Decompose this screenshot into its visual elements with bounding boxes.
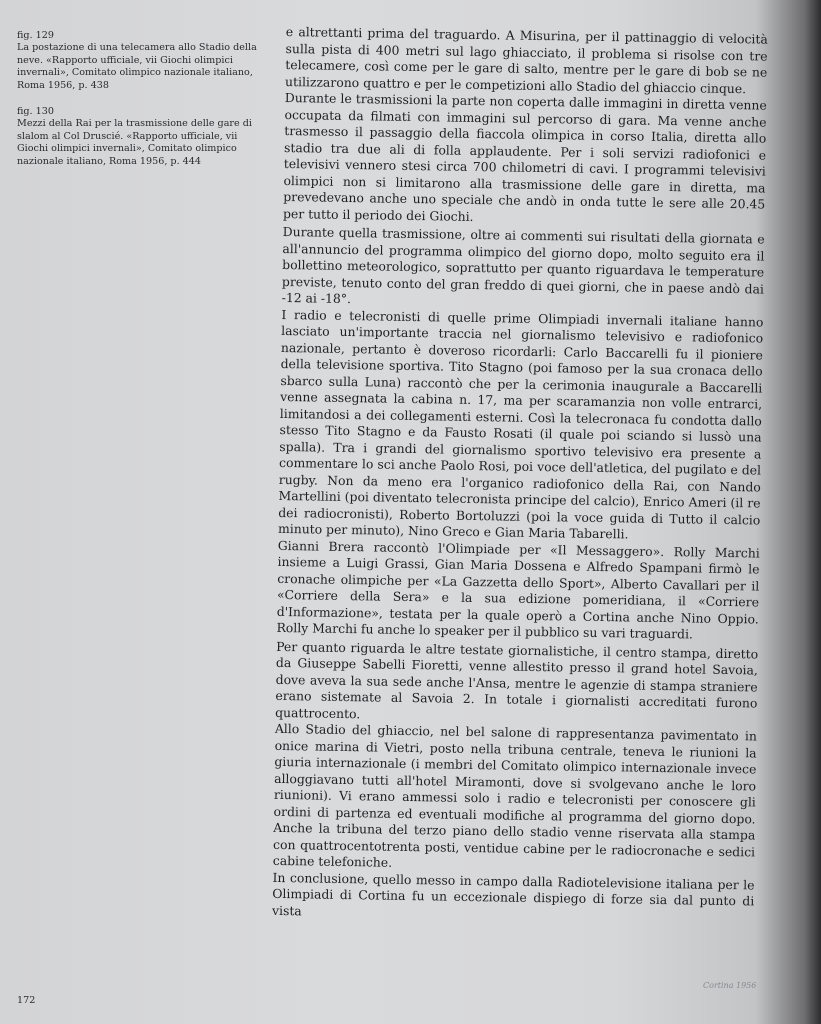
figure-caption (17, 106, 262, 168)
figure-number: fig. 130 (17, 106, 54, 118)
page-number: 172 (17, 995, 36, 1006)
paragraph: Allo Stadio del ghiaccio, nel bel salone di rappresentanza pavimentato in onice marina di Vietri, posto nella tribuna centrale, teneva le riunioni la giuria internazionale (i membri del Comitato olimpico internazionale invece alloggiavano tutti all'hotel Miramonti, dove si svolgevano anche le loro riunioni). Vi erano ammessi solo i radio e telecronisti per conoscere gli ordini di partenza ed eventuali modifiche al programma del giorno dopo. Anche la tribuna del terzo piano dello stadio venne riservata alla stampa con quattrocentotrenta posti, ventidue cabine per le radiocronache e sedici cabine telefoniche. (272, 720, 757, 870)
figure-captions (17, 30, 262, 182)
figure-number: fig. 129 (17, 30, 54, 41)
paragraph: Gianni Brera raccontò l'Olimpiade per «Il Messaggero». Rolly Marchi insieme a Luigi Grassi, Gian Maria Dossena e Alfredo Spampani firmò le cronache olimpiche per «La Gazzetta dello Sport», Alberto Cavallari per il «Corriere della Sera» e la sua edizione pomeridiana, il «Corriere d'Informazione», testata per la quale operò a Cortina anche Nino Oppio. Rolly Marchi fu anche lo speaker per il pubblico su vari traguardi. (276, 537, 760, 642)
caption-text: Mezzi della Rai per la trasmissione delle gare di slalom al Col Druscié. «Rapporto ufficiale, vii Giochi olimpici invernali», Comitato olimpico nazionale italiano, Roma 1956, p. 444 (17, 118, 252, 167)
paragraph: Per quanto riguarda le altre testate giornalistiche, il centro stampa, diretto da Giuseppe Sabelli Fioretti, venne allestito presso il grand hotel Savoia, dove aveva la sua sede anche l'Ansa, mentre le agenzie di stampa straniere erano sistemate al Savoia 2. In totale i giornalisti accreditati furono quattrocento. (275, 638, 759, 721)
running-head: Cortina 1956 (703, 981, 757, 990)
body-text (272, 24, 768, 926)
paragraph: e altrettanti prima del traguardo. A Misurina, per il pattinaggio di velocità sulla pista di 400 metri sul lago ghiacciato, il problema si risolse con tre telecamere, così come per le gare di salto, mentre per le gare di bob se ne utilizzarono quattro e per le competizioni allo Stadio del ghiaccio cinque. (284, 24, 768, 96)
paragraph: Durante quella trasmissione, oltre ai commenti sui risultati della giornata e all'annuncio del programma olimpico del giorno dopo, molto seguito era il bollettino meteorologico, soprattutto per quanto riguardava le temperature previste, tenuto conto del gran freddo di quei giorni, che in paese andò dai -12 ai -18°. (281, 223, 765, 307)
paragraph: Durante le trasmissioni la parte non coperta dalle immagini in diretta venne occupata da filmati con immagini sul percorso di gara. Ma venne anche trasmesso il passaggio della fiaccola olimpica in corso Italia, diretta allo stadio tra due ali di folla applaudente. Per i soli servizi radiofonici e televisivi vennero stesi circa 700 chilometri di cavi. I programmi televisivi olimpici non si limitarono alla trasmissione delle gare in diretta, ma prevedevano anche uno speciale che andò in onda tutte le sere alle 20.45 per tutto il periodo dei Giochi. (282, 89, 767, 224)
caption-text: La postazione di una telecamera allo Stadio della neve. «Rapporto ufficiale, vii Giochi olimpici invernali», Comitato olimpico nazionale italiano, Roma 1956, p. 438 (17, 42, 257, 91)
paragraph: In conclusione, quello messo in campo dalla Radiotelevisione italiana per le Olimpiadi di Cortina fu un eccezionale dispiego di forze sia dal punto di vista (271, 869, 755, 918)
paragraph: I radio e telecronisti di quelle prime Olimpiadi invernali italiane hanno lasciato un'importante traccia nel giornalismo televisivo e radiofonico nazionale, pertanto è doveroso ricordarli: Carlo Baccarelli fu il pioniere della televisione sportiva. Tito Stagno (poi famoso per la sua cronaca dello sbarco sulla Luna) raccontò che per la cerimonia inaugurale a Baccarelli venne assegnata la cabina n. 17, ma per scaramanzia non volle entrarci, limitandosi a dei collegamenti esterni. Così la telecronaca fu condotta dallo stesso Tito Stagno e da Fausto Rosati (il quale poi sciando si lussò una spalla). Tra i grandi del giornalismo sportivo televisivo era presente a commentare lo sci anche Paolo Rosi, poi voce dell'atletica, del pugilato e del rugby. Non da meno era l'organico radiofonico della Rai, con Nando Martellini (poi diventato telecronista principe del calcio), Enrico Ameri (il re dei radiocronisti), Roberto Bortoluzzi (poi la voce guida di Tutto il calcio minuto per minuto), Nino Greco e Gian Maria Tabarelli. (277, 306, 764, 542)
figure-caption (17, 30, 262, 92)
